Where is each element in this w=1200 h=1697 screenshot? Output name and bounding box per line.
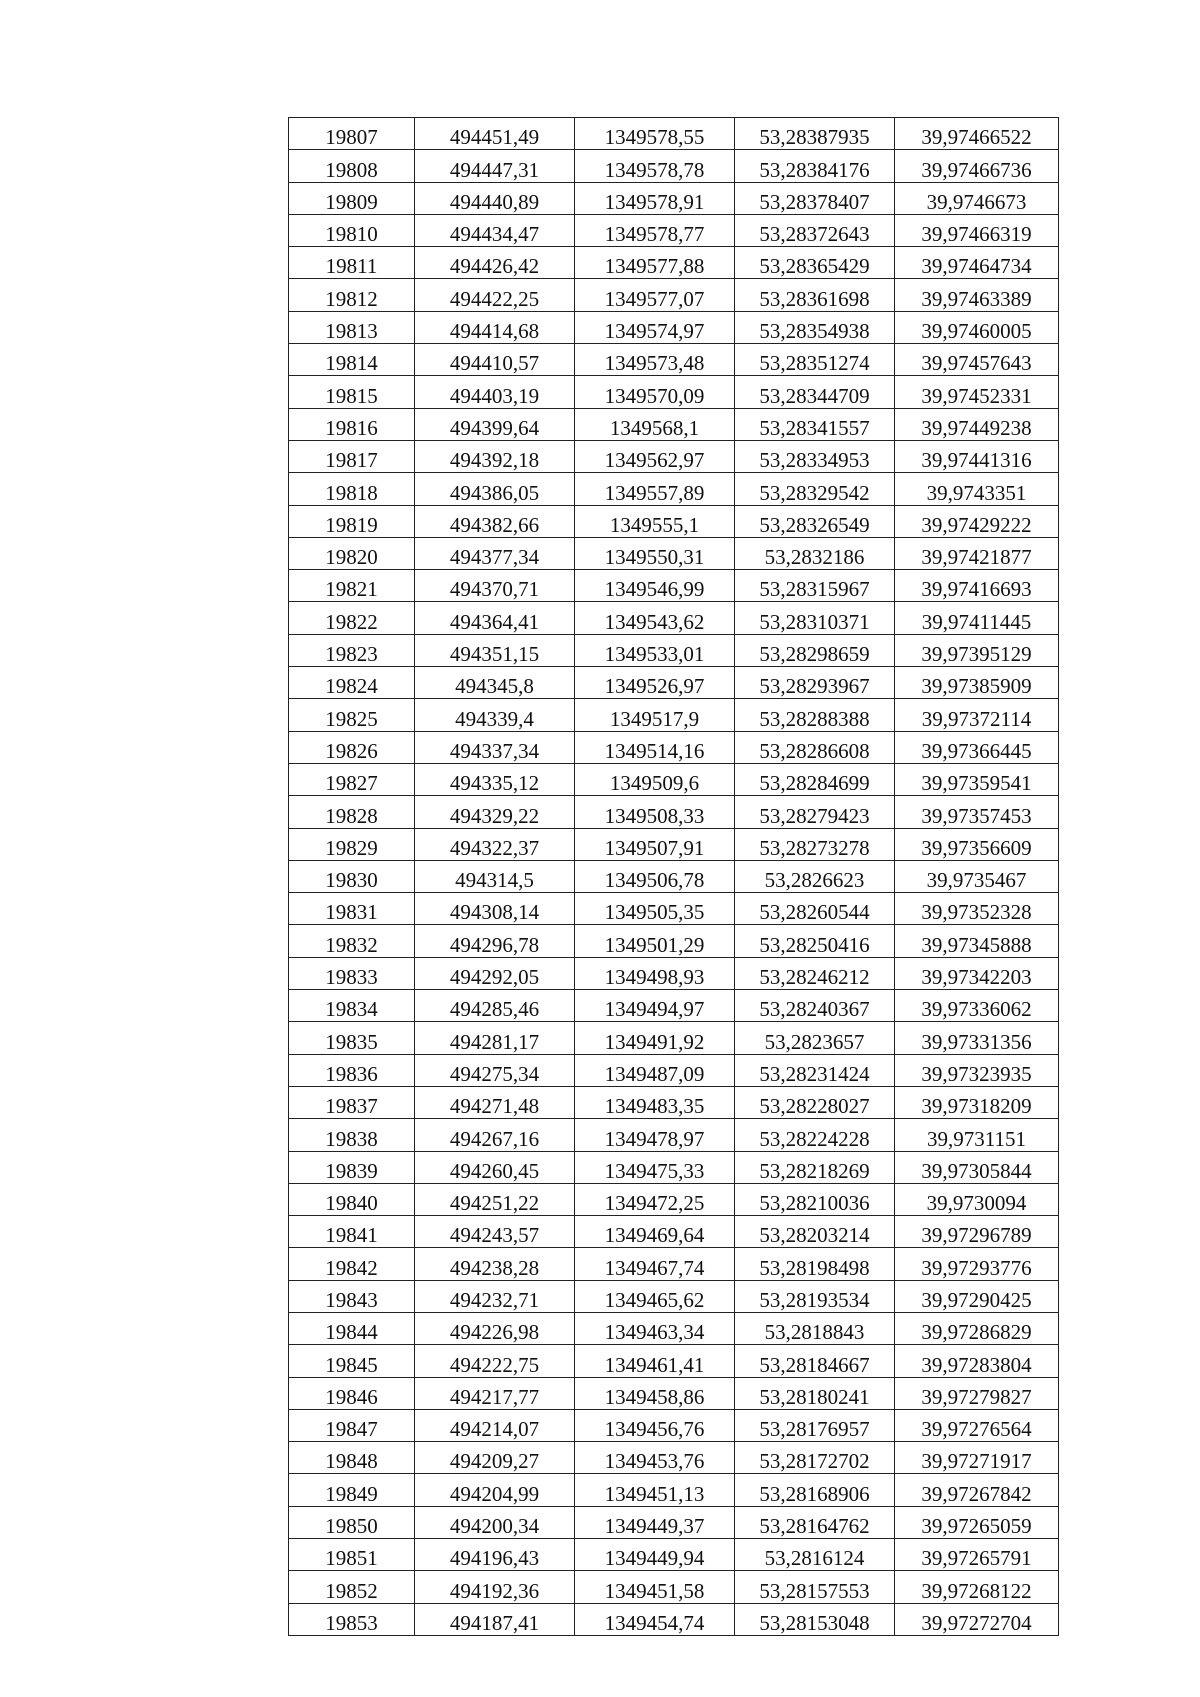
cell-y: 1349577,88 [575,247,735,279]
table-row [289,1022,1059,1054]
cell-latitude: 53,28293967 [735,667,895,699]
table-row [289,763,1059,795]
cell-point-number: 19832 [289,925,415,957]
cell-y: 1349451,13 [575,1474,735,1506]
table-row [289,731,1059,763]
cell-y: 1349508,33 [575,796,735,828]
cell-y: 1349453,76 [575,1442,735,1474]
cell-y: 1349570,09 [575,376,735,408]
cell-y: 1349533,01 [575,634,735,666]
cell-longitude: 39,97416693 [895,570,1059,602]
cell-longitude: 39,97464734 [895,247,1059,279]
coordinates-table [288,117,1059,1636]
cell-x: 494251,22 [415,1183,575,1215]
cell-x: 494296,78 [415,925,575,957]
cell-longitude: 39,97342203 [895,957,1059,989]
cell-x: 494414,68 [415,311,575,343]
table-row [289,796,1059,828]
cell-y: 1349449,94 [575,1539,735,1571]
cell-x: 494339,4 [415,699,575,731]
table-row [289,860,1059,892]
cell-x: 494410,57 [415,344,575,376]
table-row [289,214,1059,246]
cell-longitude: 39,97460005 [895,311,1059,343]
cell-point-number: 19843 [289,1280,415,1312]
cell-y: 1349573,48 [575,344,735,376]
cell-latitude: 53,28387935 [735,118,895,150]
table-row [289,667,1059,699]
cell-point-number: 19834 [289,990,415,1022]
cell-longitude: 39,97323935 [895,1054,1059,1086]
cell-y: 1349550,31 [575,537,735,569]
cell-y: 1349555,1 [575,505,735,537]
cell-latitude: 53,28298659 [735,634,895,666]
cell-longitude: 39,97449238 [895,408,1059,440]
cell-x: 494187,41 [415,1603,575,1635]
table-row [289,1506,1059,1538]
cell-y: 1349458,86 [575,1377,735,1409]
cell-y: 1349562,97 [575,440,735,472]
cell-longitude: 39,97352328 [895,893,1059,925]
cell-longitude: 39,97290425 [895,1280,1059,1312]
table-row [289,1054,1059,1086]
cell-latitude: 53,28184667 [735,1345,895,1377]
cell-latitude: 53,28329542 [735,473,895,505]
cell-point-number: 19810 [289,214,415,246]
cell-x: 494329,22 [415,796,575,828]
cell-latitude: 53,28218269 [735,1151,895,1183]
cell-longitude: 39,97421877 [895,537,1059,569]
cell-x: 494200,34 [415,1506,575,1538]
cell-x: 494399,64 [415,408,575,440]
cell-x: 494451,49 [415,118,575,150]
cell-y: 1349506,78 [575,860,735,892]
cell-y: 1349472,25 [575,1183,735,1215]
cell-latitude: 53,28198498 [735,1248,895,1280]
cell-latitude: 53,28228027 [735,1086,895,1118]
cell-point-number: 19821 [289,570,415,602]
cell-x: 494434,47 [415,214,575,246]
cell-point-number: 19818 [289,473,415,505]
cell-point-number: 19808 [289,150,415,182]
cell-y: 1349514,16 [575,731,735,763]
cell-longitude: 39,97336062 [895,990,1059,1022]
cell-y: 1349461,41 [575,1345,735,1377]
cell-point-number: 19812 [289,279,415,311]
cell-point-number: 19815 [289,376,415,408]
cell-point-number: 19828 [289,796,415,828]
cell-x: 494243,57 [415,1216,575,1248]
cell-point-number: 19831 [289,893,415,925]
table-row [289,118,1059,150]
cell-x: 494386,05 [415,473,575,505]
cell-y: 1349577,07 [575,279,735,311]
cell-y: 1349454,74 [575,1603,735,1635]
cell-point-number: 19838 [289,1119,415,1151]
cell-latitude: 53,28354938 [735,311,895,343]
cell-point-number: 19837 [289,1086,415,1118]
table-row [289,893,1059,925]
cell-latitude: 53,28250416 [735,925,895,957]
cell-point-number: 19844 [289,1312,415,1344]
cell-latitude: 53,28231424 [735,1054,895,1086]
cell-latitude: 53,2832186 [735,537,895,569]
cell-x: 494292,05 [415,957,575,989]
table-row [289,311,1059,343]
cell-point-number: 19833 [289,957,415,989]
cell-y: 1349505,35 [575,893,735,925]
cell-latitude: 53,28172702 [735,1442,895,1474]
cell-point-number: 19841 [289,1216,415,1248]
cell-y: 1349491,92 [575,1022,735,1054]
cell-point-number: 19829 [289,828,415,860]
cell-latitude: 53,2826623 [735,860,895,892]
cell-point-number: 19826 [289,731,415,763]
cell-longitude: 39,97345888 [895,925,1059,957]
coordinates-table-body [289,118,1059,1636]
cell-x: 494370,71 [415,570,575,602]
table-row [289,828,1059,860]
cell-x: 494364,41 [415,602,575,634]
cell-latitude: 53,28288388 [735,699,895,731]
cell-latitude: 53,28334953 [735,440,895,472]
cell-point-number: 19809 [289,182,415,214]
table-row [289,634,1059,666]
cell-longitude: 39,97318209 [895,1086,1059,1118]
cell-y: 1349494,97 [575,990,735,1022]
cell-longitude: 39,97385909 [895,667,1059,699]
table-row [289,1216,1059,1248]
cell-point-number: 19851 [289,1539,415,1571]
cell-latitude: 53,28210036 [735,1183,895,1215]
cell-y: 1349498,93 [575,957,735,989]
table-row [289,247,1059,279]
cell-y: 1349456,76 [575,1409,735,1441]
cell-longitude: 39,97463389 [895,279,1059,311]
table-row [289,1345,1059,1377]
cell-latitude: 53,28193534 [735,1280,895,1312]
cell-x: 494308,14 [415,893,575,925]
cell-longitude: 39,97429222 [895,505,1059,537]
cell-latitude: 53,28273278 [735,828,895,860]
table-row [289,279,1059,311]
cell-x: 494440,89 [415,182,575,214]
cell-point-number: 19816 [289,408,415,440]
cell-point-number: 19853 [289,1603,415,1635]
cell-longitude: 39,97411445 [895,602,1059,634]
cell-longitude: 39,97265059 [895,1506,1059,1538]
cell-y: 1349449,37 [575,1506,735,1538]
table-row [289,1571,1059,1603]
cell-y: 1349543,62 [575,602,735,634]
cell-longitude: 39,97268122 [895,1571,1059,1603]
cell-latitude: 53,28365429 [735,247,895,279]
cell-y: 1349463,34 [575,1312,735,1344]
table-row [289,182,1059,214]
cell-point-number: 19848 [289,1442,415,1474]
table-row [289,440,1059,472]
cell-x: 494426,42 [415,247,575,279]
table-row [289,957,1059,989]
cell-longitude: 39,9735467 [895,860,1059,892]
cell-point-number: 19822 [289,602,415,634]
cell-latitude: 53,28224228 [735,1119,895,1151]
table-row [289,1151,1059,1183]
cell-y: 1349578,55 [575,118,735,150]
cell-point-number: 19839 [289,1151,415,1183]
cell-x: 494377,34 [415,537,575,569]
table-row [289,473,1059,505]
cell-x: 494285,46 [415,990,575,1022]
cell-point-number: 19845 [289,1345,415,1377]
cell-x: 494267,16 [415,1119,575,1151]
cell-x: 494382,66 [415,505,575,537]
cell-longitude: 39,97466522 [895,118,1059,150]
cell-latitude: 53,2816124 [735,1539,895,1571]
table-row [289,699,1059,731]
cell-latitude: 53,28153048 [735,1603,895,1635]
cell-x: 494260,45 [415,1151,575,1183]
cell-x: 494232,71 [415,1280,575,1312]
cell-point-number: 19835 [289,1022,415,1054]
cell-latitude: 53,28240367 [735,990,895,1022]
cell-y: 1349469,64 [575,1216,735,1248]
cell-y: 1349478,97 [575,1119,735,1151]
cell-longitude: 39,97359541 [895,763,1059,795]
cell-x: 494403,19 [415,376,575,408]
table-row [289,1442,1059,1474]
cell-longitude: 39,97283804 [895,1345,1059,1377]
cell-point-number: 19814 [289,344,415,376]
table-row [289,408,1059,440]
cell-latitude: 53,28168906 [735,1474,895,1506]
cell-point-number: 19820 [289,537,415,569]
cell-longitude: 39,97279827 [895,1377,1059,1409]
cell-latitude: 53,28344709 [735,376,895,408]
table-row [289,1119,1059,1151]
cell-x: 494214,07 [415,1409,575,1441]
table-row [289,537,1059,569]
cell-y: 1349517,9 [575,699,735,731]
table-row [289,570,1059,602]
table-row [289,1280,1059,1312]
cell-latitude: 53,28157553 [735,1571,895,1603]
cell-y: 1349526,97 [575,667,735,699]
cell-point-number: 19811 [289,247,415,279]
cell-longitude: 39,9743351 [895,473,1059,505]
cell-x: 494322,37 [415,828,575,860]
cell-y: 1349507,91 [575,828,735,860]
cell-y: 1349578,77 [575,214,735,246]
cell-x: 494314,5 [415,860,575,892]
cell-point-number: 19823 [289,634,415,666]
cell-x: 494238,28 [415,1248,575,1280]
cell-longitude: 39,97395129 [895,634,1059,666]
table-row [289,1183,1059,1215]
cell-latitude: 53,28180241 [735,1377,895,1409]
cell-x: 494281,17 [415,1022,575,1054]
cell-longitude: 39,97276564 [895,1409,1059,1441]
cell-y: 1349578,78 [575,150,735,182]
cell-x: 494217,77 [415,1377,575,1409]
cell-longitude: 39,97271917 [895,1442,1059,1474]
cell-y: 1349509,6 [575,763,735,795]
cell-point-number: 19850 [289,1506,415,1538]
cell-point-number: 19824 [289,667,415,699]
cell-longitude: 39,97305844 [895,1151,1059,1183]
cell-point-number: 19840 [289,1183,415,1215]
cell-latitude: 53,28279423 [735,796,895,828]
cell-point-number: 19827 [289,763,415,795]
cell-latitude: 53,28176957 [735,1409,895,1441]
cell-longitude: 39,97372114 [895,699,1059,731]
cell-x: 494345,8 [415,667,575,699]
table-row [289,1377,1059,1409]
cell-x: 494222,75 [415,1345,575,1377]
cell-longitude: 39,97272704 [895,1603,1059,1635]
cell-y: 1349487,09 [575,1054,735,1086]
cell-y: 1349501,29 [575,925,735,957]
cell-point-number: 19819 [289,505,415,537]
cell-latitude: 53,28164762 [735,1506,895,1538]
cell-x: 494209,27 [415,1442,575,1474]
cell-longitude: 39,97457643 [895,344,1059,376]
cell-y: 1349467,74 [575,1248,735,1280]
table-row [289,344,1059,376]
cell-latitude: 53,28310371 [735,602,895,634]
cell-x: 494337,34 [415,731,575,763]
table-row [289,1086,1059,1118]
cell-y: 1349483,35 [575,1086,735,1118]
table-row [289,925,1059,957]
cell-latitude: 53,28315967 [735,570,895,602]
cell-x: 494447,31 [415,150,575,182]
cell-point-number: 19813 [289,311,415,343]
cell-point-number: 19847 [289,1409,415,1441]
table-row [289,1312,1059,1344]
cell-longitude: 39,97296789 [895,1216,1059,1248]
cell-point-number: 19830 [289,860,415,892]
cell-point-number: 19836 [289,1054,415,1086]
cell-x: 494275,34 [415,1054,575,1086]
cell-longitude: 39,97267842 [895,1474,1059,1506]
cell-latitude: 53,28286608 [735,731,895,763]
cell-y: 1349475,33 [575,1151,735,1183]
cell-point-number: 19842 [289,1248,415,1280]
cell-longitude: 39,9730094 [895,1183,1059,1215]
cell-y: 1349578,91 [575,182,735,214]
cell-longitude: 39,9731151 [895,1119,1059,1151]
cell-y: 1349465,62 [575,1280,735,1312]
cell-x: 494351,15 [415,634,575,666]
table-row [289,150,1059,182]
cell-latitude: 53,28378407 [735,182,895,214]
table-row [289,505,1059,537]
cell-y: 1349574,97 [575,311,735,343]
cell-x: 494192,36 [415,1571,575,1603]
cell-longitude: 39,97293776 [895,1248,1059,1280]
cell-x: 494204,99 [415,1474,575,1506]
table-row [289,1603,1059,1635]
cell-longitude: 39,97265791 [895,1539,1059,1571]
cell-latitude: 53,28361698 [735,279,895,311]
cell-latitude: 53,2823657 [735,1022,895,1054]
cell-longitude: 39,97441316 [895,440,1059,472]
cell-latitude: 53,28341557 [735,408,895,440]
cell-latitude: 53,28246212 [735,957,895,989]
table-row [289,1248,1059,1280]
cell-latitude: 53,28203214 [735,1216,895,1248]
cell-x: 494196,43 [415,1539,575,1571]
table-row [289,990,1059,1022]
cell-y: 1349451,58 [575,1571,735,1603]
table-row [289,1474,1059,1506]
cell-point-number: 19825 [289,699,415,731]
cell-x: 494392,18 [415,440,575,472]
cell-latitude: 53,2818843 [735,1312,895,1344]
cell-x: 494271,48 [415,1086,575,1118]
cell-longitude: 39,97366445 [895,731,1059,763]
table-row [289,1409,1059,1441]
table-row [289,376,1059,408]
cell-longitude: 39,97357453 [895,796,1059,828]
cell-x: 494226,98 [415,1312,575,1344]
table-row [289,1539,1059,1571]
cell-longitude: 39,97356609 [895,828,1059,860]
table-row [289,602,1059,634]
cell-longitude: 39,97466319 [895,214,1059,246]
cell-latitude: 53,28351274 [735,344,895,376]
cell-latitude: 53,28326549 [735,505,895,537]
cell-y: 1349557,89 [575,473,735,505]
cell-latitude: 53,28372643 [735,214,895,246]
cell-latitude: 53,28384176 [735,150,895,182]
cell-point-number: 19817 [289,440,415,472]
cell-latitude: 53,28284699 [735,763,895,795]
cell-point-number: 19807 [289,118,415,150]
cell-longitude: 39,97286829 [895,1312,1059,1344]
cell-point-number: 19852 [289,1571,415,1603]
cell-latitude: 53,28260544 [735,893,895,925]
cell-longitude: 39,97331356 [895,1022,1059,1054]
cell-longitude: 39,97466736 [895,150,1059,182]
cell-y: 1349568,1 [575,408,735,440]
cell-longitude: 39,97452331 [895,376,1059,408]
cell-y: 1349546,99 [575,570,735,602]
cell-x: 494422,25 [415,279,575,311]
cell-point-number: 19849 [289,1474,415,1506]
cell-x: 494335,12 [415,763,575,795]
cell-longitude: 39,9746673 [895,182,1059,214]
cell-point-number: 19846 [289,1377,415,1409]
